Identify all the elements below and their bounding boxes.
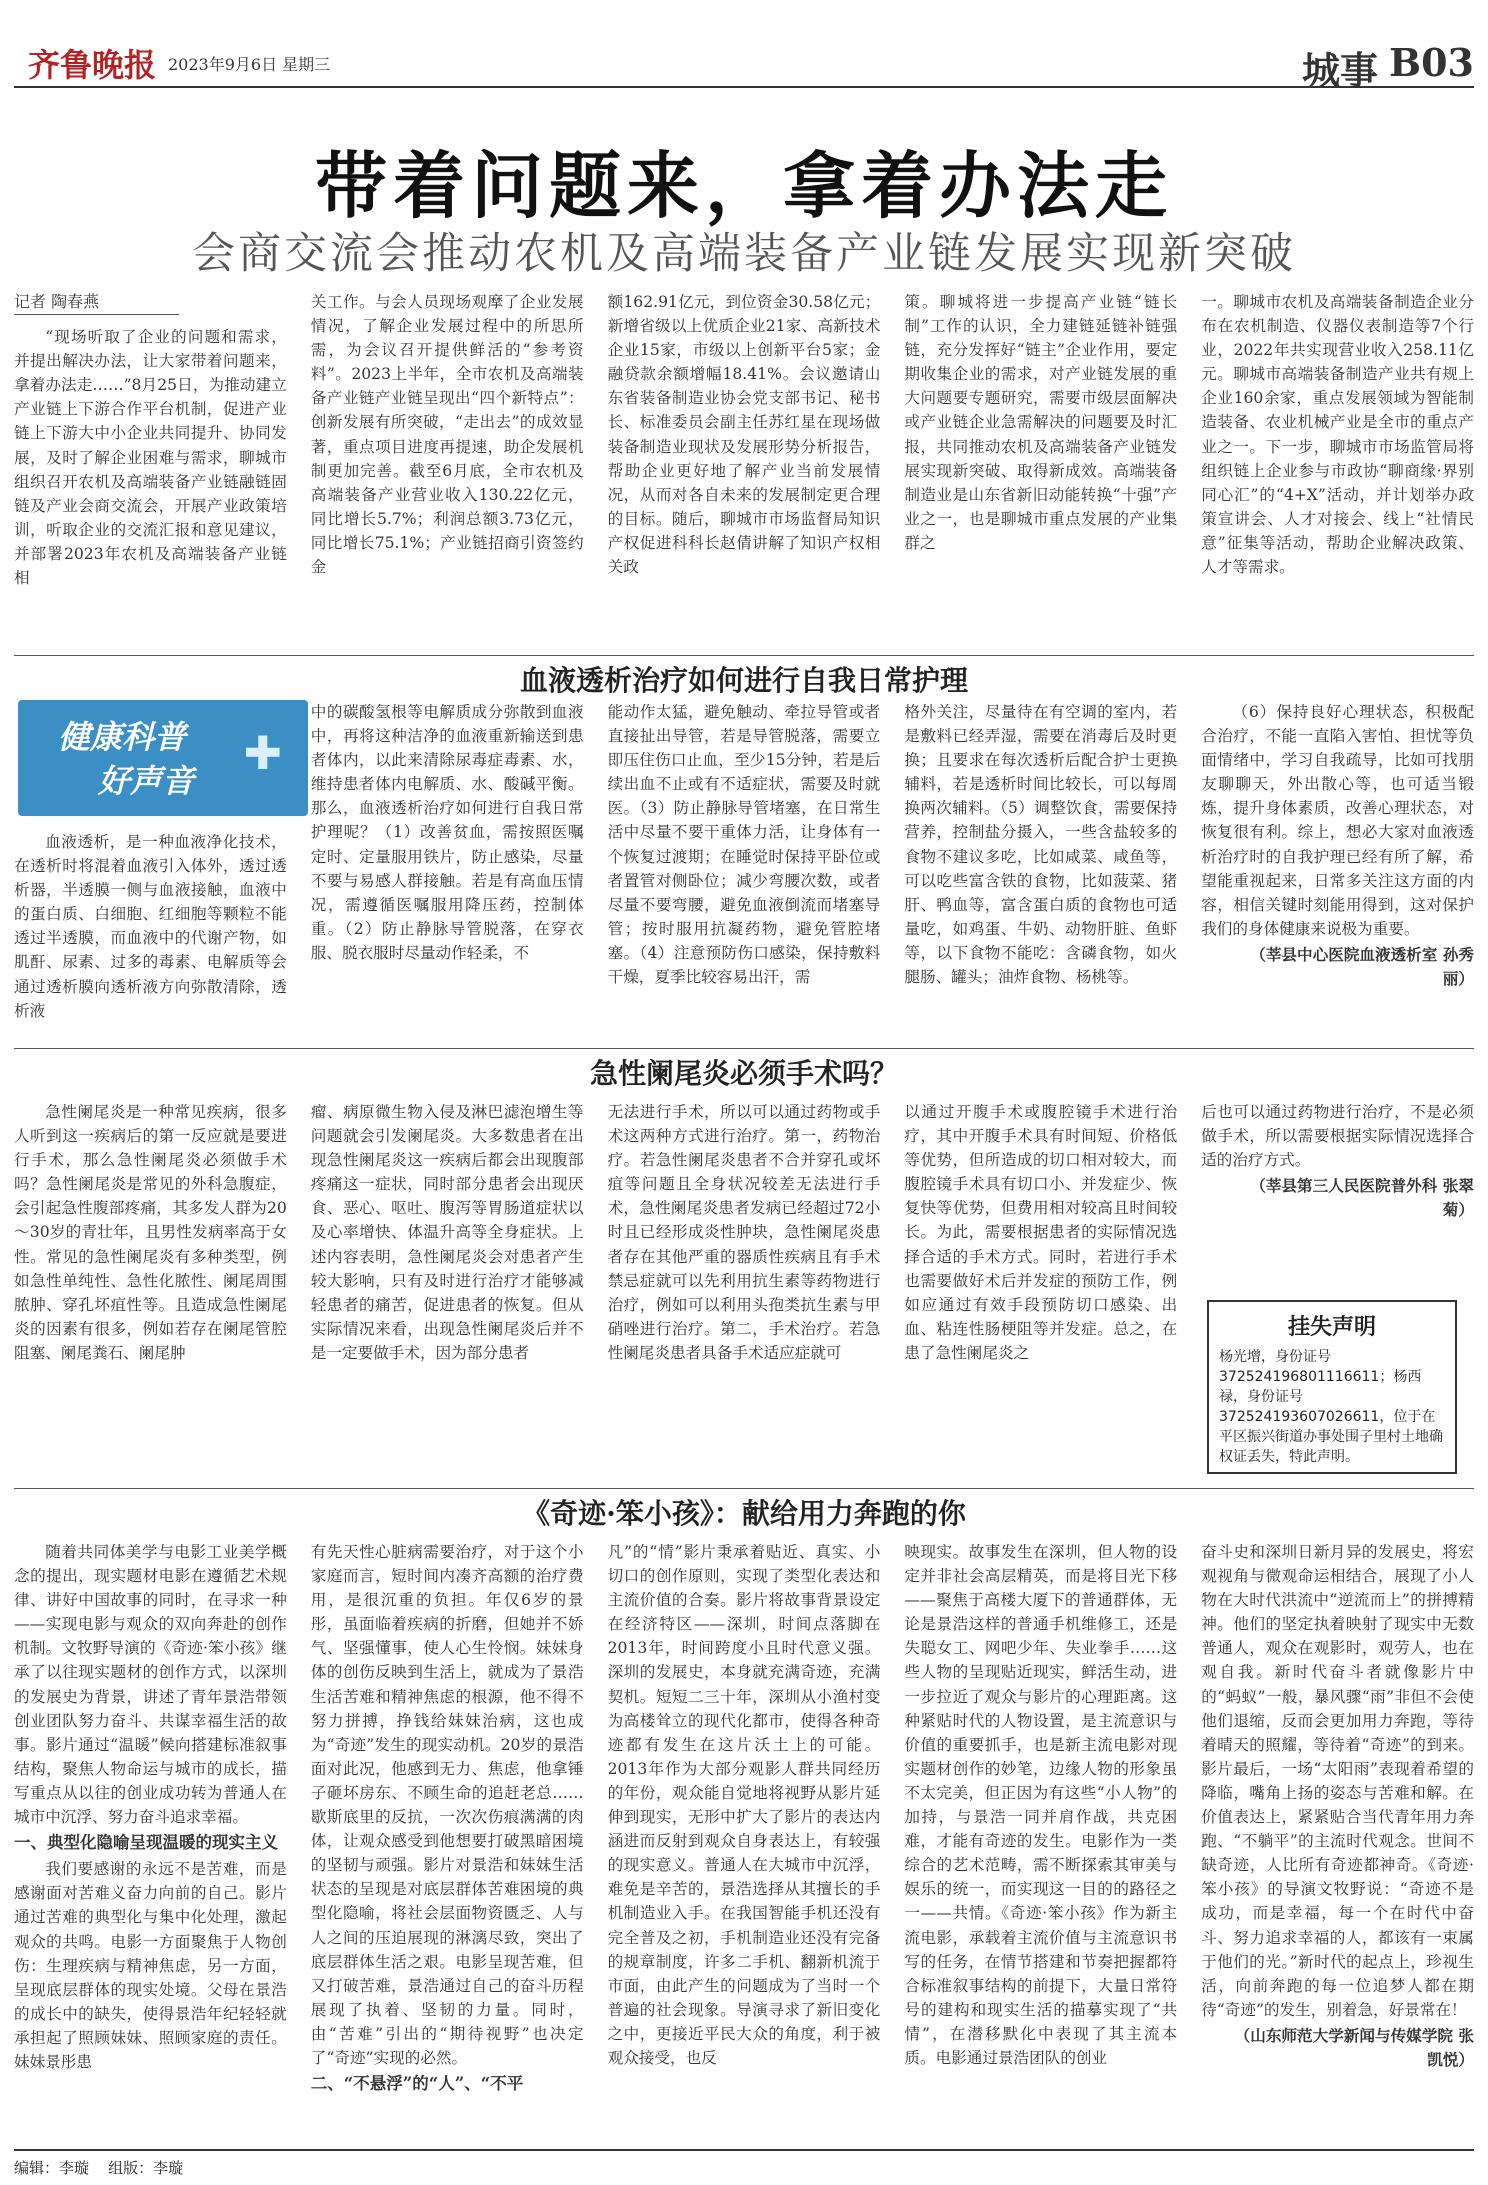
banner-line2: 好声音: [98, 762, 195, 800]
page-number: B03: [1389, 40, 1474, 85]
paragraph: 以通过开腹手术或腹腔镜手术进行治疗，其中开腹手术具有时间短、价格低等优势，但所造成的切口相对较大，而腹腔镜手术具有切口小、并发症少、恢复快等优势，但费用相对较高且时间较长。为此，需要根据患者的实际情况选择合适的手术方式。同时，若进行手术也需要做好术后并发症的预防工作，例如应通过有效手段预防切口感染、出血、粘连性肠梗阻等并发症。总之，在患了急性阑尾炎之: [904, 1103, 1178, 1362]
article4-col4: [904, 1540, 1177, 2140]
stethoscope-icon: ✚: [243, 726, 282, 780]
divider: [14, 1048, 1474, 1049]
author-credit: （莘县中心医院血液透析室 孙秀丽）: [1250, 944, 1474, 989]
lost-notice: [1207, 1300, 1457, 1474]
article2-col1: [14, 700, 287, 1040]
paragraph: 随着共同体美学与电影工业美学概念的提出，现实题材电影在遵循艺术规律、讲好中国故事的同时，在寻求一种——实现电影与观众的双向奔赴的创作机制。文牧野导演的《奇迹·笨小孩》继承了以往现实题材的创作方式，以深圳的发展史为背景，讲述了青年景浩带领创业团队努力奋斗、共谋幸福生活的故事。影片通过“温暖”候向搭建标准叙事结构，聚焦人物命运与城市的成长，描写重点从以往的创业成功转为普通人在城市中沉浮、努力奋斗追求幸福。: [14, 1543, 287, 1827]
paragraph: “现场听取了企业的问题和需求，并提出解决办法，让大家带着问题来，拿着办法走……”8月25日，为推动建立产业链上下游合作平台机制，促进产业链上下游大中小企业共同提升、协同发展，及时了解企业困难与需求，聊城市组织召开农机及高端装备产业链融链固链及产业会商交流会，开展产业政策培训，听取企业的交流汇报和意见建议，并部署2023年农机及高端装备产业链相: [14, 328, 287, 588]
article4-col5: [1201, 1540, 1474, 2140]
article3-col2: [311, 1100, 584, 1460]
article2-col5: [1201, 700, 1474, 1040]
paragraph: 瘤、病原微生物入侵及淋巴滤泡增生等问题就会引发阑尾炎。大多数患者在出现急性阑尾炎这一疾病后都会出现腹部疼痛这一症状，同时部分患者会出现厌食、恶心、呕吐、腹泻等胃肠道症状以及心率增快、体温升高等全身症状。上述内容表明，急性阑尾炎会对患者产生较大影响，只有及时进行治疗才能够减轻患者的痛苦，促进患者的恢复。但从实际情况来看，出现急性阑尾炎后并不是一定要做手术，因为部分患者: [310, 1103, 584, 1362]
notice-body: 杨光增，身份证号372524196801116611；杨西禄，身份证号372524193607026611，位于在平区振兴街道办事处围子里村土地确权证丢失，特此声明。: [1219, 1349, 1443, 1465]
article1-col4: [904, 290, 1177, 660]
divider: [14, 1488, 1474, 1489]
paragraph: 奋斗史和深圳日新月异的发展史，将宏观视角与微观命运相结合，展现了小人物在大时代洪流中“逆流而上”的拼搏精神。他们的坚定执着映射了现实中无数普通人，观众在观影时，观劳人，也在观自我。新时代奋斗者就像影片中的“蚂蚁”一般，暴风骤“雨”非但不会使他们退缩，反而会更加用力奔跑，等待着晴天的照耀，等待着“奇迹”的到来。影片最后，一场“太阳雨”表现着希望的降临，嘴角上扬的姿态与苦难和解。在价值表达上，紧紧贴合当代青年用力奔跑、“不躺平”的主流时代观念。世间不缺奇迹，人比所有奇迹都神奇。《奇迹·笨小孩》的导演文牧野说：“奇迹不是成功，而是幸福，每一个在时代中奋斗、努力追求幸福的人，都该有一束属于他们的光。”新时代的起点上，珍视生活，向前奔跑的每一位追梦人都在期待“奇迹”的发生，别着急，好景常在！: [1201, 1543, 1474, 2019]
author-credit: （莘县第三人民医院普外科 张翠菊）: [1250, 1176, 1474, 1220]
section-name: 城事: [1301, 48, 1378, 93]
page-footer: [14, 2149, 1474, 2178]
paragraph: 一。聊城市农机及高端装备制造企业分布在农机制造、仪器仪表制造等7个行业，2022年共实现营业收入258.11亿元。聊城市高端装备制造产业共有规上企业160余家，重点发展领域为智能制造装备、农业机械产业是全市的重点产业之一。下一步，聊城市市场监管局将组织链上企业参与市政协“聊商缘·界别同心汇”的“4+X”活动，并计划举办政策宣讲会、人才对接会、线上“社情民意”征集等活动，帮助企业解决政策、人才等需求。: [1201, 293, 1474, 577]
article2-title: 血液透析治疗如何进行自我日常护理: [519, 664, 968, 697]
article2-col3: [608, 700, 881, 1040]
article1-body: [14, 290, 1474, 660]
author-credit: （山东师范大学新闻与传媒学院 张凯悦）: [1234, 2025, 1474, 2069]
banner-line1: 健康科普: [58, 718, 187, 756]
paragraph: 能动作太猛，避免触动、牵拉导管或者直接扯出导管，若是导管脱落，需要立即压住伤口止血，至少15分钟，若是后续出血不止或有不适症状，需要及时就医。（3）防止静脉导管堵塞，在日常生活中尽量不要干重体力活，让身体有一个恢复过渡期；在睡觉时保持平卧位或者置管对侧卧位；减少弯腰次数，或者尽量不要弯腰，避免血液倒流而堵塞导管；按时服用抗凝药物，避免管腔堵塞。（4）注意预防伤口感染，保持敷料干燥，夏季比较容易出汗，需: [607, 703, 881, 987]
article2-col4: [904, 700, 1177, 1040]
paragraph: 额162.91亿元，到位资金30.58亿元；新增省级以上优质企业21家、高新技术企业15家，市级以上创新平台5家；金融贷款余额增幅18.41%。会议邀请山东省装备制造业协会党支部书记、秘书长、标准委员会副主任苏红星在现场做装备制造业现状及发展形势分析报告，帮助企业更好地了解产业当前发展情况，从而对各自未来的发展制定更合理的目标。随后，聊城市市场监督局知识产权促进科科长赵倩讲解了知识产权相关政: [607, 293, 881, 577]
paragraph: 有先天性心脏病需要治疗，对于这个小家庭而言，短时间内凑齐高额的治疗费用，是很沉重的负担。年仅6岁的景彤，虽面临着疾病的折磨，但她并不娇气、坚强懂事，使人心生怜悯。妹妹身体的创伤反映到生活上，就成为了景浩生活苦难和精神焦虑的根源，他不得不努力拼搏，挣钱给妹妹治病，这也成为“奇迹”发生的现实动机。20岁的景浩面对此况，他感到无力、焦虑，他拿锤子砸坏房东、不顾生命的追赶老总……歇斯底里的反抗，一次次伤痕满满的肉体，让观众感受到他想要打破黑暗困境的坚韧与顽强。影片对景浩和妹妹生活状态的呈现是对底层群体苦难困境的典型化隐喻，将社会层面物资匮乏、人与人之间的压迫展现的淋漓尽致，突出了底层群体生活之艰。电影呈现苦难，但又打破苦难，景浩通过自己的奋斗历程展现了执着、坚韧的力量。同时，由“苦难”引出的“期待视野”也决定了“奇迹”实现的必然。: [310, 1543, 584, 2067]
paragraph: 凡”的“情”影片秉承着贴近、真实、小切口的创作原则，实现了类型化表达和主流价值的合奏。影片将故事背景设定在经济特区——深圳，时间点落脚在2013年，时间跨度小且时代意义强。深圳的发展史，本身就充满奇迹，充满契机。短短二三十年，深圳从小渔村变为高楼耸立的现代化都市，使得各种奇迹都有发生在这片沃土上的可能。2013年作为大部分观影人群共同经历的年份，观众能自觉地将视野从影片延伸到现实，无形中扩大了影片的表达内涵进而反射到观众自身表达上，有较强的现实意义。普通人在大城市中沉浮，难免是辛苦的，景浩选择从其擅长的手机制造业入手。在我国智能手机还没有完全普及之初，手机制造业还没有完备的规章制度，许多二手机、翻新机流于市面，由此产生的问题成为了当时一个普遍的社会现象。导演寻求了新旧变化之中，更接近平民大众的角度，利于被观众接受，也反: [607, 1543, 881, 2067]
paragraph: 急性阑尾炎是一种常见疾病，很多人听到这一疾病后的第一反应就是要进行手术，那么急性阑尾炎必须做手术吗？急性阑尾炎是常见的外科急腹症，会引起急性腹部疼痛，其多发人群为20～30岁的青壮年，且男性发病率高于女性。常见的急性阑尾炎有多种类型，例如急性单纯性、急性化脓性、阑尾周围脓肿、穿孔坏疽性等。且造成急性阑尾炎的因素有很多，例如若存在阑尾管腔阻塞、阑尾粪石、阑尾肿: [14, 1103, 287, 1362]
article4-col2: [311, 1540, 584, 2140]
paragraph: 策。聊城将进一步提高产业链“链长制”工作的认识，全力建链延链补链强链，充分发挥好“链主”企业作用，要定期收集企业的需求，对产业链发展的重大问题要专题研究，需要市级层面解决或产业链企业急需解决的问题要及时汇报，共同推动农机及高端装备产业链发展实现新突破、取得新成效。高端装备制造业是山东省新旧动能转换“十强”产业之一，也是聊城市重点发展的产业集群之: [904, 293, 1178, 552]
masthead-logo: 齐鲁晚报: [28, 46, 157, 84]
article1-col1: [14, 290, 287, 660]
section-heading: 二、“不悬浮”的“人”、“不平: [310, 2074, 524, 2094]
paragraph: 关工作。与会人员现场观摩了企业发展情况，了解企业发展过程中的所思所需，为会议召开提供鲜活的“参考资料”。2023上半年，全市农机及高端装备产业链产业链呈现出“四个新特点”：创新发展有所突破，“走出去”的成效显著，重点项目进度再提速，助企发展机制更加完善。截至6月底，全市农机及高端装备产业营业收入130.22亿元，同比增长5.7%；利润总额3.73亿元，同比增长75.1%；产业链招商引资签约金: [310, 293, 584, 577]
article3-col4: [904, 1100, 1177, 1460]
article4-col3: [608, 1540, 881, 2140]
article4-title: 《奇迹·笨小孩》：献给用力奔跑的你: [522, 1497, 966, 1530]
notice-title: 挂失声明: [1287, 1315, 1376, 1340]
paragraph: （6）保持良好心理状态，积极配合治疗，不能一直陷入害怕、担忧等负面情绪中，学习自我疏导，比如可找朋友聊聊天，外出散心等，也可适当锻炼，提升身体素质，改善心理状态，对恢复很有利。综上，想必大家对血液透析治疗时的自我护理已经有所了解，希望能重视起来，日常多关注这方面的内容，相信关键时刻能用得到，这对保护我们的身体健康来说极为重要。: [1201, 703, 1474, 938]
editor-credit: 编辑：李璇: [14, 2159, 90, 2177]
subheadline: 会商交流会推动农机及高端装备产业链发展实现新突破: [192, 229, 1296, 279]
paragraph: 格外关注，尽量待在有空调的室内，若是敷料已经弄湿，需要在消毒后及时更换；且要求在每次透析后配合护士更换辅料，若是透析时间比较长，可以每周换两次辅料。（5）调整饮食，需要保持营养，控制盐分摄入，一些含盐较多的食物不建议多吃，比如咸菜、咸鱼等，可以吃些富含铁的食物，比如菠菜、猪肝、鸭血等，富含蛋白质的食物也可适量吃，如鸡蛋、牛奶、动物肝脏、鱼虾等，以下食物不能吃：含磷食物，如火腿肠、罐头；油炸食物、杨桃等。: [904, 703, 1178, 987]
page-header: [14, 30, 1474, 93]
article4-body: [14, 1540, 1474, 2140]
article1-col5: [1201, 290, 1474, 660]
paragraph: 映现实。故事发生在深圳，但人物的设定并非社会高层精英，而是将目光下移——聚焦于高楼大厦下的普通群体，无论是景浩这样的普通手机维修工，还是失聪女工、网吧少年、失业拳手……这些人物的呈现贴近现实，鲜活生动，进一步拉近了观众与影片的心理距离。这种紧贴时代的人物设置，是主流意识与价值的重要抓手，也是新主流电影对现实题材创作的妙笔，边缘人物的形象虽不太完美，但正因为有这些“小人物”的加持，与景浩一同并肩作战，共克困难，才能有奇迹的发生。电影作为一类综合的艺术范畴，需不断探索其审美与娱乐的统一，而实现这一目的的路径之一——共情。《奇迹·笨小孩》作为新主流电影，承载着主流价值与主流意识书写的任务，在情节搭建和节奏把握都符合标准叙事结构的前提下，大量日常符号的建构和现实生活的描摹实现了“共情”，在潜移默化中表现了其主流本质。电影通过景浩团队的创业: [904, 1543, 1178, 2067]
article2-body: [14, 700, 1474, 1040]
article3-col3: [608, 1100, 881, 1460]
paragraph: 后也可以通过药物进行治疗，不是必须做手术，所以需要根据实际情况选择合适的治疗方式。: [1201, 1103, 1474, 1170]
paragraph: 血液透析，是一种血液净化技术，在透析时将混着血液引入体外，透过透析器，半透膜一侧与血液接触，血液中的蛋白质、白细胞、红细胞等颗粒不能透过半透膜，而血液中的代谢产物，如肌酐、尿素、过多的毒素、电解质等会通过透析膜向透析液方向弥散清除，透析液: [14, 833, 287, 1020]
paragraph: 我们要感谢的永远不是苦难，而是感谢面对苦难义奋力向前的自己。影片通过苦难的典型化与集中化处理，激起观众的共鸣。电影一方面聚焦于人物创伤：生理疾病与精神焦虑，另一方面，呈现底层群体的现实处境。父母在景浩的成长中的缺失，使得景浩年纪轻轻就承担起了照顾妹妹、照顾家庭的责任。妹妹景彤患: [14, 1860, 287, 2071]
issue-date: 2023年9月6日 星期三: [168, 55, 331, 74]
article2-col2: [311, 700, 584, 1040]
article1-col3: [608, 290, 881, 660]
headline: 带着问题来，拿着办法走: [314, 143, 1173, 228]
divider: [14, 655, 1474, 656]
article1-col2: [311, 290, 584, 660]
article3-title: 急性阑尾炎必须手术吗？: [589, 1057, 898, 1090]
paragraph: 中的碳酸氢根等电解质成分弥散到血液中，再将这种洁净的血液重新输送到患者体内，以此来清除尿毒症毒素、水，维持患者体内电解质、水、酸碱平衡。那么，血液透析治疗如何进行自我日常护理呢？（1）改善贫血，需按照医嘱定时、定量服用铁片，防止感染，尽量不要与易感人群接触。若是有高血压情况，需遵循医嘱服用降压药，控制体重。（2）防止静脉导管脱落，在穿衣服、脱衣服时尽量动作轻柔，不: [310, 703, 584, 962]
article3-col1: [14, 1100, 287, 1460]
paragraph: 无法进行手术，所以可以通过药物或手术这两种方式进行治疗。第一，药物治疗。若急性阑尾炎患者不合并穿孔或坏疽等问题且全身状况较差无法进行手术，急性阑尾炎患者发病已经超过72小时且已经形成炎性肿块，急性阑尾炎患者存在其他严重的器质性疾病且有手术禁忌症就可以先利用抗生素等药物进行治疗，例如可以利用头孢类抗生素与甲硝唑进行治疗。第二，手术治疗。若急性阑尾炎患者具备手术适应症就可: [607, 1103, 881, 1362]
article4-col1: [14, 1540, 287, 2140]
section-heading: 一、典型化隐喻呈现温暖的现实主义: [14, 1833, 278, 1853]
layout-credit: 组版：李璇: [108, 2159, 184, 2177]
byline: 记者 陶春燕: [14, 290, 179, 315]
